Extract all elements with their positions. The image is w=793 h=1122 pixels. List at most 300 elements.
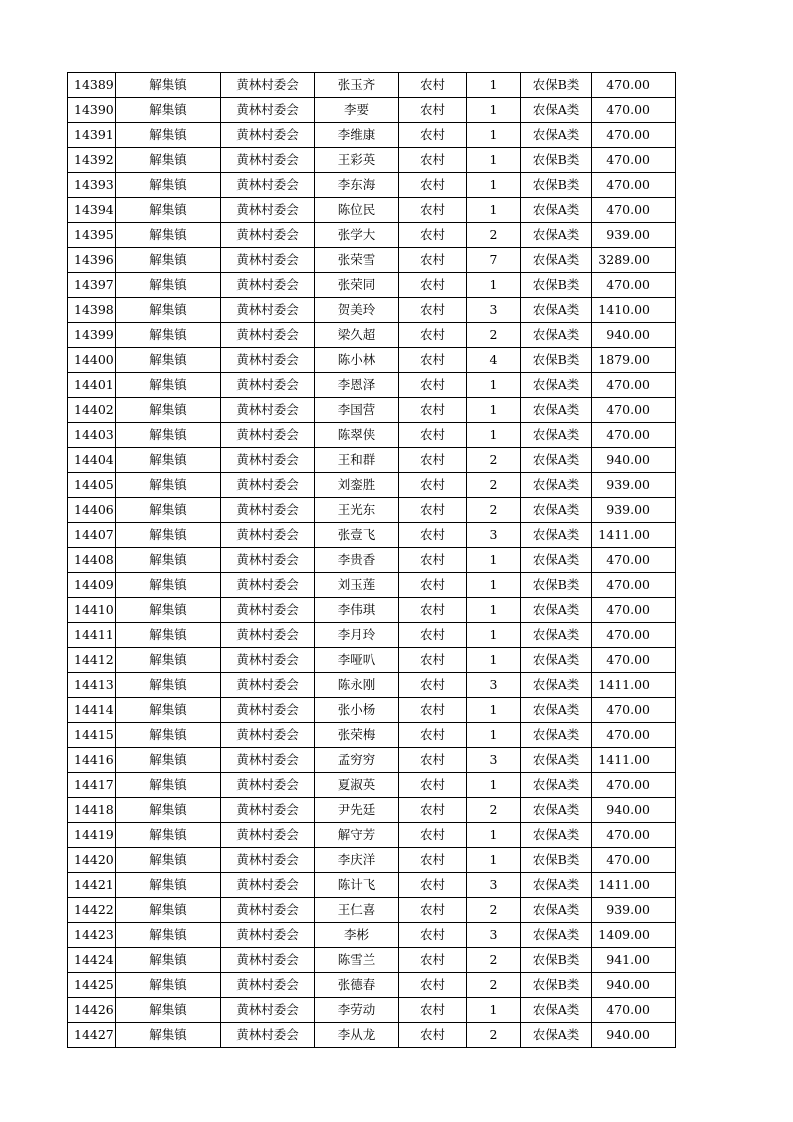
insurance-category-cell: 农保B类: [521, 573, 592, 598]
town-cell: 解集镇: [116, 648, 221, 673]
amount-cell: 1879.00: [592, 348, 676, 373]
village-committee-cell: 黄林村委会: [221, 848, 315, 873]
person-name-cell: 李从龙: [315, 1023, 399, 1048]
table-row: [68, 573, 676, 598]
area-type-cell: 农村: [399, 148, 467, 173]
household-count-cell: 1: [467, 723, 521, 748]
insurance-category-cell: 农保A类: [521, 623, 592, 648]
amount-cell: 470.00: [592, 623, 676, 648]
household-count-cell: 1: [467, 373, 521, 398]
area-type-cell: 农村: [399, 98, 467, 123]
area-type-cell: 农村: [399, 448, 467, 473]
serial-number-cell: 14399: [68, 323, 116, 348]
household-count-cell: 3: [467, 873, 521, 898]
amount-cell: 940.00: [592, 323, 676, 348]
person-name-cell: 李彬: [315, 923, 399, 948]
person-name-cell: 李维康: [315, 123, 399, 148]
table-row: [68, 273, 676, 298]
household-count-cell: 1: [467, 773, 521, 798]
serial-number-cell: 14421: [68, 873, 116, 898]
amount-cell: 470.00: [592, 723, 676, 748]
village-committee-cell: 黄林村委会: [221, 98, 315, 123]
insurance-category-cell: 农保A类: [521, 873, 592, 898]
table-row: [68, 398, 676, 423]
person-name-cell: 陈翠侠: [315, 423, 399, 448]
serial-number-cell: 14412: [68, 648, 116, 673]
amount-cell: 470.00: [592, 123, 676, 148]
serial-number-cell: 14418: [68, 798, 116, 823]
insurance-category-cell: 农保A类: [521, 298, 592, 323]
town-cell: 解集镇: [116, 198, 221, 223]
household-count-cell: 2: [467, 473, 521, 498]
person-name-cell: 张小杨: [315, 698, 399, 723]
area-type-cell: 农村: [399, 898, 467, 923]
village-committee-cell: 黄林村委会: [221, 573, 315, 598]
person-name-cell: 李东海: [315, 173, 399, 198]
person-name-cell: 李国营: [315, 398, 399, 423]
person-name-cell: 解守芳: [315, 823, 399, 848]
amount-cell: 470.00: [592, 73, 676, 98]
town-cell: 解集镇: [116, 573, 221, 598]
serial-number-cell: 14407: [68, 523, 116, 548]
household-count-cell: 1: [467, 848, 521, 873]
area-type-cell: 农村: [399, 698, 467, 723]
village-committee-cell: 黄林村委会: [221, 1023, 315, 1048]
table-row: [68, 748, 676, 773]
person-name-cell: 李劳动: [315, 998, 399, 1023]
village-committee-cell: 黄林村委会: [221, 548, 315, 573]
household-count-cell: 1: [467, 148, 521, 173]
village-committee-cell: 黄林村委会: [221, 598, 315, 623]
household-count-cell: 1: [467, 73, 521, 98]
person-name-cell: 张壹飞: [315, 523, 399, 548]
area-type-cell: 农村: [399, 298, 467, 323]
amount-cell: 939.00: [592, 498, 676, 523]
household-count-cell: 1: [467, 548, 521, 573]
insurance-category-cell: 农保A类: [521, 723, 592, 748]
town-cell: 解集镇: [116, 98, 221, 123]
person-name-cell: 李要: [315, 98, 399, 123]
serial-number-cell: 14411: [68, 623, 116, 648]
serial-number-cell: 14427: [68, 1023, 116, 1048]
person-name-cell: 李恩泽: [315, 373, 399, 398]
area-type-cell: 农村: [399, 648, 467, 673]
serial-number-cell: 14400: [68, 348, 116, 373]
town-cell: 解集镇: [116, 448, 221, 473]
village-committee-cell: 黄林村委会: [221, 723, 315, 748]
insurance-category-cell: 农保A类: [521, 898, 592, 923]
village-committee-cell: 黄林村委会: [221, 423, 315, 448]
insurance-category-cell: 农保A类: [521, 798, 592, 823]
town-cell: 解集镇: [116, 523, 221, 548]
serial-number-cell: 14389: [68, 73, 116, 98]
person-name-cell: 刘玉莲: [315, 573, 399, 598]
village-committee-cell: 黄林村委会: [221, 648, 315, 673]
area-type-cell: 农村: [399, 173, 467, 198]
person-name-cell: 孟穷穷: [315, 748, 399, 773]
area-type-cell: 农村: [399, 948, 467, 973]
table-row: [68, 323, 676, 348]
household-count-cell: 2: [467, 898, 521, 923]
town-cell: 解集镇: [116, 498, 221, 523]
table-row: [68, 498, 676, 523]
serial-number-cell: 14413: [68, 673, 116, 698]
household-count-cell: 2: [467, 1023, 521, 1048]
area-type-cell: 农村: [399, 498, 467, 523]
town-cell: 解集镇: [116, 823, 221, 848]
area-type-cell: 农村: [399, 273, 467, 298]
table-row: [68, 723, 676, 748]
person-name-cell: 李庆洋: [315, 848, 399, 873]
table-row: [68, 223, 676, 248]
area-type-cell: 农村: [399, 223, 467, 248]
person-name-cell: 张玉齐: [315, 73, 399, 98]
household-count-cell: 1: [467, 198, 521, 223]
serial-number-cell: 14397: [68, 273, 116, 298]
benefit-roster-table: [67, 72, 676, 1048]
town-cell: 解集镇: [116, 748, 221, 773]
insurance-category-cell: 农保A类: [521, 548, 592, 573]
town-cell: 解集镇: [116, 723, 221, 748]
person-name-cell: 夏淑英: [315, 773, 399, 798]
person-name-cell: 陈小林: [315, 348, 399, 373]
amount-cell: 940.00: [592, 1023, 676, 1048]
serial-number-cell: 14392: [68, 148, 116, 173]
town-cell: 解集镇: [116, 848, 221, 873]
village-committee-cell: 黄林村委会: [221, 398, 315, 423]
person-name-cell: 陈雪兰: [315, 948, 399, 973]
insurance-category-cell: 农保A类: [521, 223, 592, 248]
town-cell: 解集镇: [116, 373, 221, 398]
insurance-category-cell: 农保B类: [521, 848, 592, 873]
person-name-cell: 陈永刚: [315, 673, 399, 698]
area-type-cell: 农村: [399, 123, 467, 148]
serial-number-cell: 14406: [68, 498, 116, 523]
household-count-cell: 2: [467, 948, 521, 973]
table-row: [68, 898, 676, 923]
household-count-cell: 3: [467, 673, 521, 698]
household-count-cell: 4: [467, 348, 521, 373]
serial-number-cell: 14391: [68, 123, 116, 148]
town-cell: 解集镇: [116, 773, 221, 798]
table-row: [68, 998, 676, 1023]
amount-cell: 1411.00: [592, 748, 676, 773]
area-type-cell: 农村: [399, 248, 467, 273]
insurance-category-cell: 农保A类: [521, 498, 592, 523]
household-count-cell: 1: [467, 273, 521, 298]
person-name-cell: 刘銮胜: [315, 473, 399, 498]
serial-number-cell: 14394: [68, 198, 116, 223]
table-row: [68, 598, 676, 623]
person-name-cell: 尹先廷: [315, 798, 399, 823]
table-row: [68, 173, 676, 198]
household-count-cell: 2: [467, 448, 521, 473]
serial-number-cell: 14403: [68, 423, 116, 448]
person-name-cell: 王仁喜: [315, 898, 399, 923]
amount-cell: 470.00: [592, 148, 676, 173]
table-row: [68, 148, 676, 173]
insurance-category-cell: 农保B类: [521, 948, 592, 973]
household-count-cell: 1: [467, 598, 521, 623]
table-row: [68, 773, 676, 798]
household-count-cell: 7: [467, 248, 521, 273]
area-type-cell: 农村: [399, 973, 467, 998]
insurance-category-cell: 农保B类: [521, 973, 592, 998]
household-count-cell: 2: [467, 798, 521, 823]
serial-number-cell: 14402: [68, 398, 116, 423]
insurance-category-cell: 农保A类: [521, 773, 592, 798]
serial-number-cell: 14424: [68, 948, 116, 973]
household-count-cell: 1: [467, 998, 521, 1023]
person-name-cell: 李伟琪: [315, 598, 399, 623]
amount-cell: 470.00: [592, 698, 676, 723]
table-row: [68, 1023, 676, 1048]
village-committee-cell: 黄林村委会: [221, 223, 315, 248]
area-type-cell: 农村: [399, 348, 467, 373]
area-type-cell: 农村: [399, 323, 467, 348]
town-cell: 解集镇: [116, 948, 221, 973]
town-cell: 解集镇: [116, 398, 221, 423]
village-committee-cell: 黄林村委会: [221, 898, 315, 923]
insurance-category-cell: 农保A类: [521, 448, 592, 473]
village-committee-cell: 黄林村委会: [221, 248, 315, 273]
person-name-cell: 张荣雪: [315, 248, 399, 273]
serial-number-cell: 14409: [68, 573, 116, 598]
village-committee-cell: 黄林村委会: [221, 798, 315, 823]
table-row: [68, 73, 676, 98]
village-committee-cell: 黄林村委会: [221, 973, 315, 998]
person-name-cell: 王彩英: [315, 148, 399, 173]
table-row: [68, 473, 676, 498]
table-row: [68, 248, 676, 273]
area-type-cell: 农村: [399, 673, 467, 698]
household-count-cell: 3: [467, 748, 521, 773]
insurance-category-cell: 农保A类: [521, 198, 592, 223]
person-name-cell: 贺美玲: [315, 298, 399, 323]
town-cell: 解集镇: [116, 898, 221, 923]
person-name-cell: 王光东: [315, 498, 399, 523]
amount-cell: 1409.00: [592, 923, 676, 948]
serial-number-cell: 14415: [68, 723, 116, 748]
household-count-cell: 1: [467, 573, 521, 598]
town-cell: 解集镇: [116, 473, 221, 498]
area-type-cell: 农村: [399, 373, 467, 398]
area-type-cell: 农村: [399, 623, 467, 648]
table-row: [68, 423, 676, 448]
village-committee-cell: 黄林村委会: [221, 623, 315, 648]
person-name-cell: 李月玲: [315, 623, 399, 648]
village-committee-cell: 黄林村委会: [221, 873, 315, 898]
person-name-cell: 张荣同: [315, 273, 399, 298]
amount-cell: 1411.00: [592, 673, 676, 698]
town-cell: 解集镇: [116, 798, 221, 823]
town-cell: 解集镇: [116, 548, 221, 573]
serial-number-cell: 14416: [68, 748, 116, 773]
town-cell: 解集镇: [116, 223, 221, 248]
insurance-category-cell: 农保A类: [521, 923, 592, 948]
area-type-cell: 农村: [399, 798, 467, 823]
serial-number-cell: 14423: [68, 923, 116, 948]
insurance-category-cell: 农保A类: [521, 998, 592, 1023]
village-committee-cell: 黄林村委会: [221, 148, 315, 173]
amount-cell: 940.00: [592, 448, 676, 473]
amount-cell: 941.00: [592, 948, 676, 973]
amount-cell: 470.00: [592, 173, 676, 198]
area-type-cell: 农村: [399, 873, 467, 898]
household-count-cell: 1: [467, 398, 521, 423]
table-row: [68, 823, 676, 848]
person-name-cell: 张德春: [315, 973, 399, 998]
village-committee-cell: 黄林村委会: [221, 998, 315, 1023]
town-cell: 解集镇: [116, 598, 221, 623]
village-committee-cell: 黄林村委会: [221, 773, 315, 798]
serial-number-cell: 14396: [68, 248, 116, 273]
table-row: [68, 298, 676, 323]
village-committee-cell: 黄林村委会: [221, 123, 315, 148]
amount-cell: 470.00: [592, 823, 676, 848]
person-name-cell: 梁久超: [315, 323, 399, 348]
household-count-cell: 1: [467, 98, 521, 123]
table-row: [68, 948, 676, 973]
area-type-cell: 农村: [399, 923, 467, 948]
area-type-cell: 农村: [399, 773, 467, 798]
insurance-category-cell: 农保A类: [521, 473, 592, 498]
village-committee-cell: 黄林村委会: [221, 323, 315, 348]
amount-cell: 470.00: [592, 998, 676, 1023]
area-type-cell: 农村: [399, 473, 467, 498]
insurance-category-cell: 农保A类: [521, 823, 592, 848]
village-committee-cell: 黄林村委会: [221, 448, 315, 473]
table-row: [68, 348, 676, 373]
amount-cell: 470.00: [592, 98, 676, 123]
person-name-cell: 陈计飞: [315, 873, 399, 898]
village-committee-cell: 黄林村委会: [221, 173, 315, 198]
serial-number-cell: 14390: [68, 98, 116, 123]
town-cell: 解集镇: [116, 998, 221, 1023]
village-committee-cell: 黄林村委会: [221, 498, 315, 523]
person-name-cell: 张学大: [315, 223, 399, 248]
insurance-category-cell: 农保B类: [521, 148, 592, 173]
town-cell: 解集镇: [116, 298, 221, 323]
village-committee-cell: 黄林村委会: [221, 673, 315, 698]
amount-cell: 470.00: [592, 273, 676, 298]
amount-cell: 470.00: [592, 573, 676, 598]
town-cell: 解集镇: [116, 1023, 221, 1048]
amount-cell: 470.00: [592, 198, 676, 223]
insurance-category-cell: 农保A类: [521, 598, 592, 623]
town-cell: 解集镇: [116, 873, 221, 898]
insurance-category-cell: 农保A类: [521, 748, 592, 773]
insurance-category-cell: 农保A类: [521, 423, 592, 448]
village-committee-cell: 黄林村委会: [221, 273, 315, 298]
insurance-category-cell: 农保A类: [521, 323, 592, 348]
serial-number-cell: 14393: [68, 173, 116, 198]
insurance-category-cell: 农保A类: [521, 523, 592, 548]
village-committee-cell: 黄林村委会: [221, 373, 315, 398]
town-cell: 解集镇: [116, 973, 221, 998]
village-committee-cell: 黄林村委会: [221, 523, 315, 548]
insurance-category-cell: 农保A类: [521, 1023, 592, 1048]
town-cell: 解集镇: [116, 623, 221, 648]
amount-cell: 470.00: [592, 548, 676, 573]
serial-number-cell: 14408: [68, 548, 116, 573]
insurance-category-cell: 农保A类: [521, 123, 592, 148]
amount-cell: 470.00: [592, 848, 676, 873]
amount-cell: 1411.00: [592, 873, 676, 898]
table-row: [68, 973, 676, 998]
area-type-cell: 农村: [399, 823, 467, 848]
village-committee-cell: 黄林村委会: [221, 73, 315, 98]
household-count-cell: 2: [467, 498, 521, 523]
area-type-cell: 农村: [399, 548, 467, 573]
household-count-cell: 3: [467, 923, 521, 948]
household-count-cell: 1: [467, 623, 521, 648]
area-type-cell: 农村: [399, 73, 467, 98]
table-row: [68, 123, 676, 148]
table-row: [68, 373, 676, 398]
amount-cell: 470.00: [592, 423, 676, 448]
area-type-cell: 农村: [399, 598, 467, 623]
serial-number-cell: 14426: [68, 998, 116, 1023]
insurance-category-cell: 农保A类: [521, 648, 592, 673]
amount-cell: 470.00: [592, 648, 676, 673]
town-cell: 解集镇: [116, 423, 221, 448]
town-cell: 解集镇: [116, 698, 221, 723]
person-name-cell: 王和群: [315, 448, 399, 473]
village-committee-cell: 黄林村委会: [221, 748, 315, 773]
amount-cell: 470.00: [592, 373, 676, 398]
area-type-cell: 农村: [399, 198, 467, 223]
table-row: [68, 623, 676, 648]
table-row: [68, 923, 676, 948]
household-count-cell: 1: [467, 123, 521, 148]
town-cell: 解集镇: [116, 123, 221, 148]
amount-cell: 470.00: [592, 398, 676, 423]
town-cell: 解集镇: [116, 173, 221, 198]
household-count-cell: 1: [467, 423, 521, 448]
village-committee-cell: 黄林村委会: [221, 298, 315, 323]
town-cell: 解集镇: [116, 248, 221, 273]
town-cell: 解集镇: [116, 348, 221, 373]
household-count-cell: 2: [467, 973, 521, 998]
person-name-cell: 李贵香: [315, 548, 399, 573]
area-type-cell: 农村: [399, 573, 467, 598]
table-row: [68, 848, 676, 873]
area-type-cell: 农村: [399, 848, 467, 873]
serial-number-cell: 14395: [68, 223, 116, 248]
village-committee-cell: 黄林村委会: [221, 823, 315, 848]
insurance-category-cell: 农保B类: [521, 273, 592, 298]
insurance-category-cell: 农保A类: [521, 248, 592, 273]
area-type-cell: 农村: [399, 998, 467, 1023]
table-row: [68, 648, 676, 673]
area-type-cell: 农村: [399, 398, 467, 423]
table-row: [68, 198, 676, 223]
village-committee-cell: 黄林村委会: [221, 348, 315, 373]
area-type-cell: 农村: [399, 1023, 467, 1048]
household-count-cell: 1: [467, 698, 521, 723]
village-committee-cell: 黄林村委会: [221, 698, 315, 723]
table-row: [68, 448, 676, 473]
insurance-category-cell: 农保A类: [521, 373, 592, 398]
household-count-cell: 3: [467, 298, 521, 323]
roster-body: [68, 73, 676, 1048]
serial-number-cell: 14405: [68, 473, 116, 498]
village-committee-cell: 黄林村委会: [221, 473, 315, 498]
insurance-category-cell: 农保B类: [521, 73, 592, 98]
amount-cell: 940.00: [592, 798, 676, 823]
insurance-category-cell: 农保B类: [521, 348, 592, 373]
